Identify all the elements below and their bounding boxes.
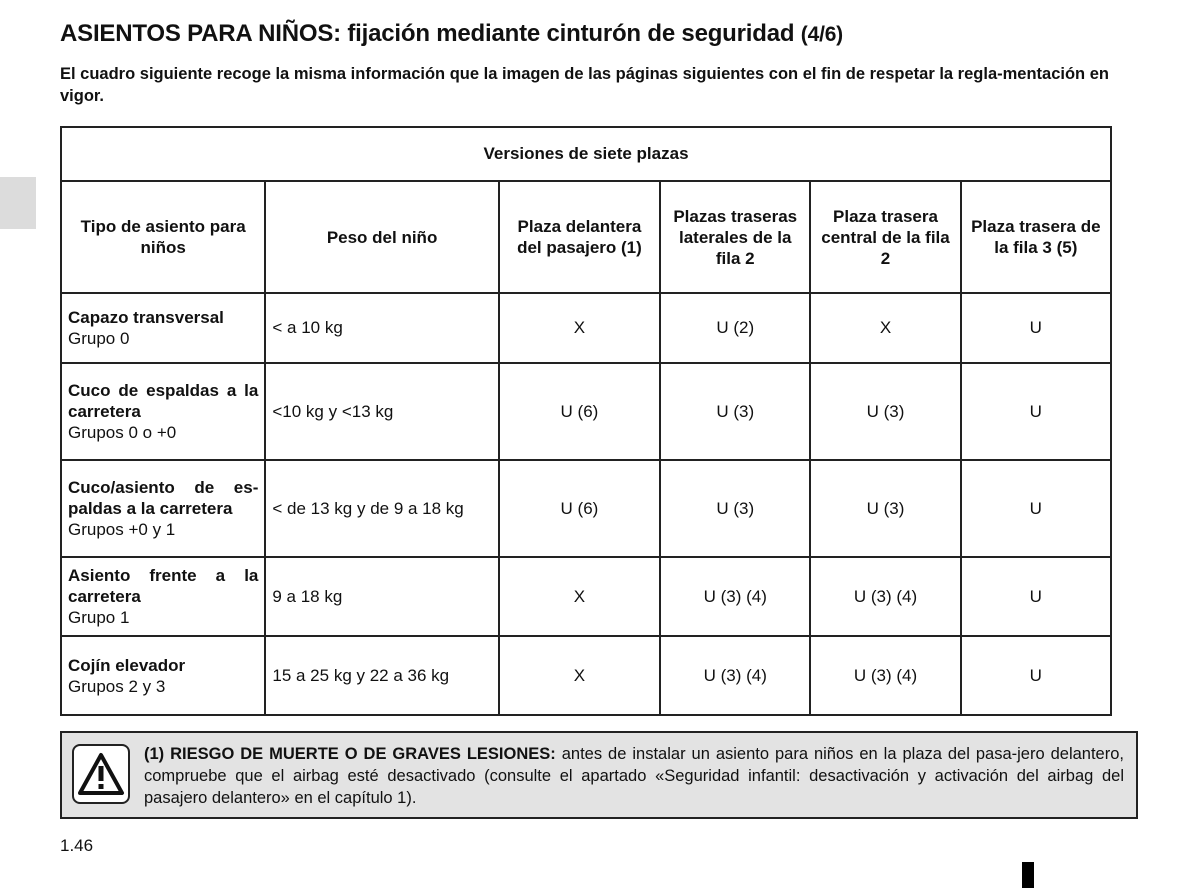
seat-type-cell bbox=[61, 363, 265, 460]
table-row bbox=[61, 460, 1111, 557]
weight-cell: 9 a 18 kg bbox=[265, 557, 498, 636]
row2-side-value: U (3) bbox=[660, 460, 810, 557]
warning-body: antes de instalar un asiento para niños en la plaza del pasa-jero delantero, compruebe que el airbag esté desactivado (consulte el apartado «Seguridad infantil: desactivación y activación del airbag del pasajero delantero» en el capítulo 1). bbox=[144, 745, 1124, 807]
front-passenger-value: X bbox=[499, 293, 660, 363]
seat-group: Grupos 2 y 3 bbox=[68, 676, 166, 696]
seat-type-cell bbox=[61, 293, 265, 363]
seat-type-cell bbox=[61, 460, 265, 557]
child-seat-table bbox=[60, 126, 1112, 716]
front-passenger-value: X bbox=[499, 557, 660, 636]
row2-center-value: U (3) bbox=[810, 363, 960, 460]
seat-type-cell bbox=[61, 636, 265, 715]
seat-type-name: Asiento frente a la carretera bbox=[68, 566, 259, 606]
front-passenger-value: X bbox=[499, 636, 660, 715]
weight-cell: <10 kg y <13 kg bbox=[265, 363, 498, 460]
header-row2-center: Plaza trasera central de la fila 2 bbox=[810, 181, 960, 293]
header-front-passenger: Plaza delantera del pasajero (1) bbox=[499, 181, 660, 293]
row3-value: U bbox=[961, 636, 1111, 715]
seat-type-name: Cojín elevador bbox=[68, 655, 186, 675]
row3-value: U bbox=[961, 293, 1111, 363]
seat-type-name: Capazo transversal bbox=[68, 308, 224, 327]
warning-box bbox=[60, 731, 1138, 819]
page-edge-marker bbox=[1022, 862, 1034, 888]
weight-cell: 15 a 25 kg y 22 a 36 kg bbox=[265, 636, 498, 715]
row2-center-value: X bbox=[810, 293, 960, 363]
front-passenger-value: U (6) bbox=[499, 460, 660, 557]
row2-side-value: U (3) (4) bbox=[660, 636, 810, 715]
header-row3: Plaza trasera de la fila 3 (5) bbox=[961, 181, 1111, 293]
row3-value: U bbox=[961, 460, 1111, 557]
title-main: ASIENTOS PARA NIÑOS: fijación mediante cinturón de seguridad bbox=[60, 20, 795, 47]
seat-group: Grupo 0 bbox=[68, 329, 130, 348]
seat-type-name: Cuco de espaldas a la carretera bbox=[68, 381, 259, 421]
header-seat-type: Tipo de asiento para niños bbox=[61, 181, 265, 293]
seat-group: Grupos 0 o +0 bbox=[68, 423, 177, 442]
row2-center-value: U (3) bbox=[810, 460, 960, 557]
seat-type-name: Cuco/asiento de es-paldas a la carretera bbox=[68, 478, 259, 518]
front-passenger-value: U (6) bbox=[499, 363, 660, 460]
row2-center-value: U (3) (4) bbox=[810, 557, 960, 636]
warning-text bbox=[144, 743, 1124, 809]
seat-group: Grupo 1 bbox=[68, 608, 130, 627]
title-page-indicator: (4/6) bbox=[800, 23, 843, 46]
table-row bbox=[61, 636, 1111, 715]
row3-value: U bbox=[961, 557, 1111, 636]
row2-center-value: U (3) (4) bbox=[810, 636, 960, 715]
table-caption: Versiones de siete plazas bbox=[61, 127, 1111, 181]
seat-type-cell bbox=[61, 557, 265, 636]
warning-triangle-icon bbox=[72, 744, 130, 804]
header-row2-side: Plazas traseras laterales de la fila 2 bbox=[660, 181, 810, 293]
table-row bbox=[61, 363, 1111, 460]
row2-side-value: U (3) bbox=[660, 363, 810, 460]
warning-heading: (1) RIESGO DE MUERTE O DE GRAVES LESIONES: bbox=[144, 745, 556, 763]
seat-group: Grupos +0 y 1 bbox=[68, 520, 176, 539]
header-child-weight: Peso del niño bbox=[265, 181, 498, 293]
row2-side-value: U (3) (4) bbox=[660, 557, 810, 636]
weight-cell: < de 13 kg y de 9 a 18 kg bbox=[265, 460, 498, 557]
table-row bbox=[61, 293, 1111, 363]
intro-paragraph: El cuadro siguiente recoge la misma información que la imagen de las páginas siguientes con el fin de respetar la regla-mentación en vigor. bbox=[60, 65, 1109, 105]
row2-side-value: U (2) bbox=[660, 293, 810, 363]
row3-value: U bbox=[961, 363, 1111, 460]
page-title bbox=[60, 20, 843, 48]
section-side-tab bbox=[0, 177, 36, 229]
table-row bbox=[61, 557, 1111, 636]
weight-cell: < a 10 kg bbox=[265, 293, 498, 363]
page-number: 1.46 bbox=[60, 836, 94, 855]
